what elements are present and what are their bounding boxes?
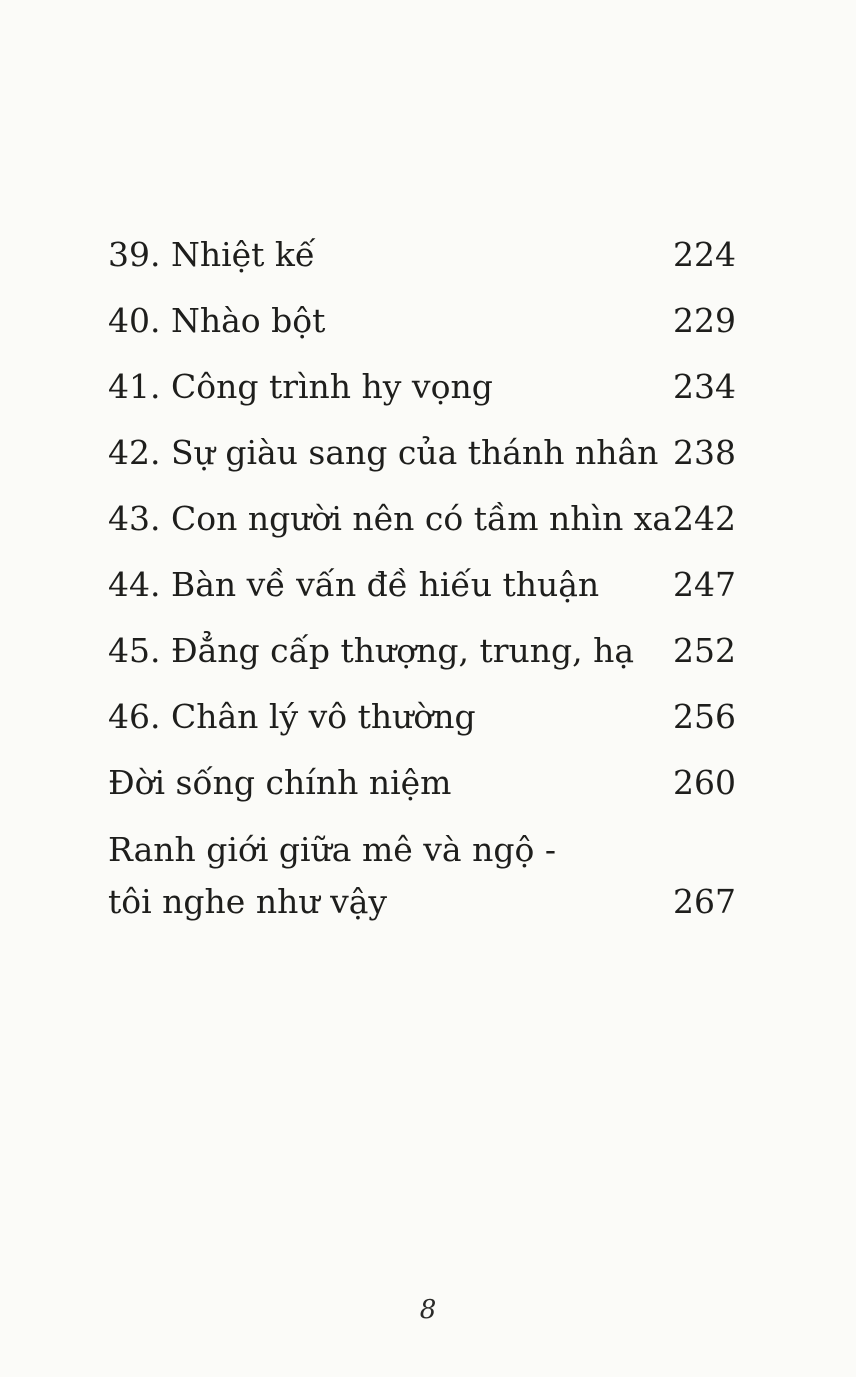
toc-entry: [108, 750, 736, 816]
toc-entry-page: 252: [673, 631, 736, 670]
toc-entry-title: Đời sống chính niệm: [108, 763, 452, 802]
toc-entry-page: 224: [673, 235, 736, 274]
toc-entry: [108, 420, 736, 486]
toc-entry-line2-row: [108, 876, 736, 928]
toc-entry-title-line1: Ranh giới giữa mê và ngộ -: [108, 830, 556, 869]
toc-entry-title: 43. Con người nên có tầm nhìn xa: [108, 499, 673, 538]
toc-entry: [108, 486, 736, 552]
toc-entry-page: 260: [673, 763, 736, 802]
table-of-contents: [108, 222, 736, 928]
toc-entry-page: 242: [673, 499, 736, 538]
toc-entry-title: 41. Công trình hy vọng: [108, 367, 493, 406]
toc-entry: [108, 288, 736, 354]
toc-entry-title: 42. Sự giàu sang của thánh nhân: [108, 433, 659, 472]
toc-entry-page: 267: [673, 882, 736, 921]
toc-entry-page: 238: [673, 433, 736, 472]
toc-entry-page: 256: [673, 697, 736, 736]
toc-entry: [108, 684, 736, 750]
toc-entry-title: 44. Bàn về vấn đề hiếu thuận: [108, 565, 600, 604]
toc-entry: [108, 552, 736, 618]
toc-entry-page: 229: [673, 301, 736, 340]
toc-entry-title: 40. Nhào bột: [108, 301, 326, 340]
toc-entry: [108, 222, 736, 288]
toc-entry-title: 46. Chân lý vô thường: [108, 697, 476, 736]
toc-entry-page: 234: [673, 367, 736, 406]
toc-entry-title-line2: tôi nghe như vậy: [108, 882, 388, 921]
toc-entry-page: 247: [673, 565, 736, 604]
toc-entry-title: 39. Nhiệt kế: [108, 235, 316, 274]
toc-entry: [108, 618, 736, 684]
page-number: 8: [419, 1295, 437, 1325]
toc-entry-multiline: [108, 824, 736, 928]
toc-entry-title: 45. Đẳng cấp thượng, trung, hạ: [108, 631, 635, 670]
toc-entry: [108, 354, 736, 420]
